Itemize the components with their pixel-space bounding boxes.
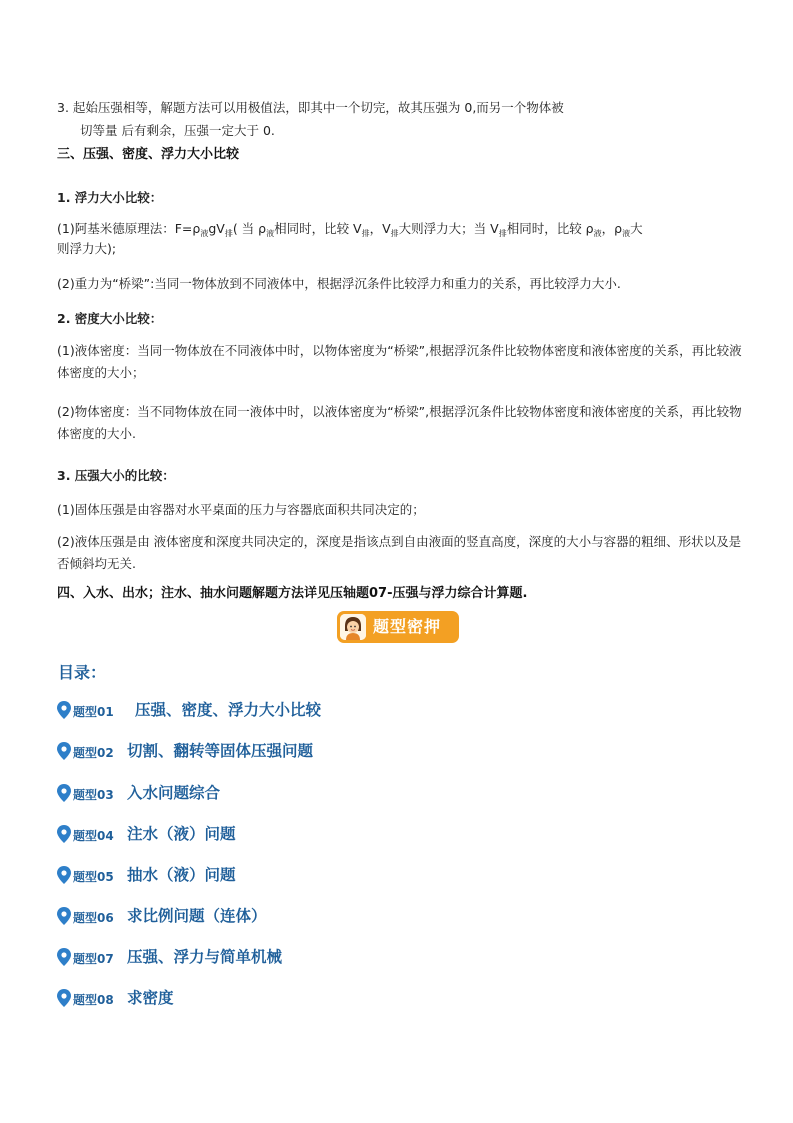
location-pin-icon — [57, 907, 71, 925]
section3-title: 三、压强、密度、浮力大小比较 — [57, 147, 240, 162]
buoyancy-p2: (2)重力为“桥梁”:当同一物体放到不同液体中，根据浮沉条件比较浮力和重力的关系，再比较浮力大小. — [57, 276, 621, 291]
toc-item-08[interactable] — [57, 987, 557, 1009]
toc-item-number: 题型01 — [73, 705, 114, 719]
location-pin-icon — [57, 866, 71, 884]
toc-item-02[interactable] — [57, 740, 557, 762]
toc-item-text: 求密度 — [127, 989, 174, 1007]
toc-item-text: 压强、浮力与简单机械 — [127, 948, 283, 966]
toc-item-text: 切割、翻转等固体压强问题 — [127, 742, 314, 760]
toc-item-03[interactable] — [57, 782, 557, 804]
location-pin-icon — [57, 989, 71, 1007]
toc-item-07[interactable] — [57, 946, 557, 968]
buoyancy-p1-line2: 则浮力大); — [57, 241, 117, 256]
toc-item-01[interactable] — [57, 699, 557, 721]
toc-item-06[interactable] — [57, 905, 557, 927]
location-pin-icon — [57, 742, 71, 760]
teacher-avatar-icon — [340, 614, 366, 640]
toc-item-number: 题型08 — [73, 993, 114, 1007]
section4-title: 四、入水、出水；注水、抽水问题解题方法详见压轴题07-压强与浮力综合计算题. — [57, 586, 528, 601]
toc-item-number: 题型07 — [73, 952, 114, 966]
location-pin-icon — [57, 784, 71, 802]
pressure-p1: (1)固体压强是由容器对水平桌面的压力与容器底面积共同决定的； — [57, 502, 425, 517]
toc-item-text: 注水（液）问题 — [127, 825, 236, 843]
question-types-badge — [337, 611, 459, 643]
density-heading: 2. 密度大小比较： — [57, 311, 163, 326]
toc-item-number: 题型02 — [73, 746, 114, 760]
item3-line2: 切等量 后有剩余，压强一定大于 0. — [80, 123, 275, 138]
location-pin-icon — [57, 948, 71, 966]
toc-item-number: 题型03 — [73, 788, 114, 802]
toc-item-number: 题型05 — [73, 870, 114, 884]
location-pin-icon — [57, 825, 71, 843]
toc-item-04[interactable] — [57, 823, 557, 845]
toc-item-text: 压强、密度、浮力大小比较 — [135, 701, 322, 719]
location-pin-icon — [57, 701, 71, 719]
item3-line1: 3. 起始压强相等，解题方法可以用极值法，即其中一个切完，故其压强为 0,而另一个物体被 — [57, 100, 564, 115]
toc-item-text: 求比例问题（连体） — [127, 907, 267, 925]
pressure-p2: (2)液体压强是由 液体密度和深度共同决定的，深度是指该点到自由液面的竖直高度，深度的大小与容器的粗细、形状以及是否倾斜均无关. — [57, 534, 742, 571]
buoyancy-p1-line1: (1)阿基米德原理法：$F=\rho_液gV_排$( 当 $\rho_液$相同时，比较 $V_排$，$V_排$大则浮力大；当 $V_排$相同时，比较 $\rho_液$，$\rho_液$大 — [57, 221, 643, 238]
toc-item-number: 题型06 — [73, 911, 114, 925]
toc-item-text: 抽水（液）问题 — [127, 866, 236, 884]
density-p2: (2)物体密度：当不同物体放在同一液体中时，以液体密度为“桥梁”,根据浮沉条件比较物体密度和液体密度的关系，再比较物体密度的大小. — [57, 404, 742, 441]
badge-label: 题型密押 — [373, 617, 442, 636]
toc-title: 目录： — [58, 663, 107, 682]
toc-item-text: 入水问题综合 — [127, 784, 221, 802]
pressure-heading: 3. 压强大小的比较： — [57, 468, 175, 483]
toc-item-number: 题型04 — [73, 829, 114, 843]
density-p1: (1)液体密度：当同一物体放在不同液体中时，以物体密度为“桥梁”,根据浮沉条件比较物体密度和液体密度的关系，再比较液体密度的大小； — [57, 343, 742, 380]
buoyancy-heading: 1. 浮力大小比较： — [57, 190, 163, 205]
toc-item-05[interactable] — [57, 864, 557, 886]
